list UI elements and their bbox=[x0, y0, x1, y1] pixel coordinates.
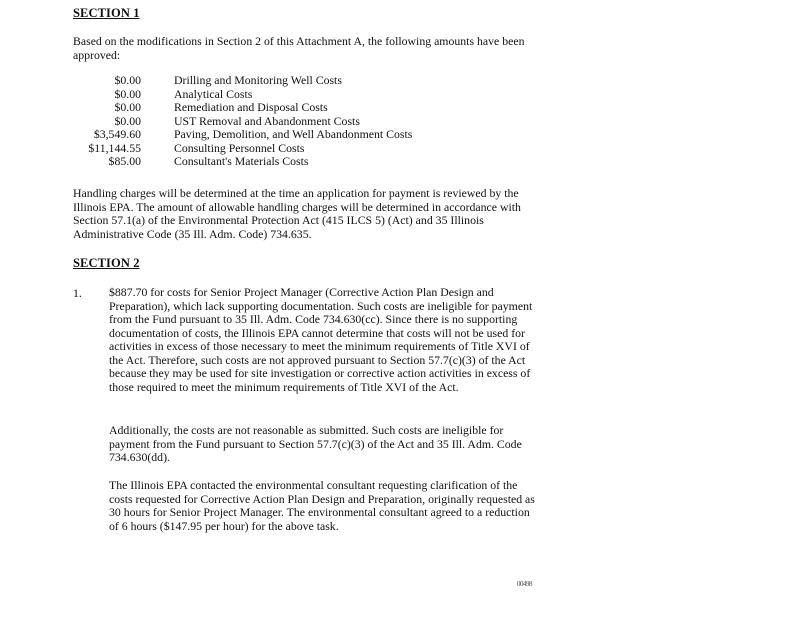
cost-label: UST Removal and Abandonment Costs bbox=[174, 113, 360, 128]
item-1-paragraph-1: $887.70 for costs for Senior Project Manager (Corrective Action Plan Design and Preparation), which lack supporting documentation. Such costs are ineligible for payment from the Fund pursuant to 35 Ill. Adm. Code 734.630(cc). Since there is no supporting documentation of costs, the Illinois EPA cannot determine that costs will not be used for activities in excess of those necessary to meet the minimum requirements of Title XVI of the Act. Therefore, such costs are not approved pursuant to Section 57.7(c)(3) of the Act because they may be used for site investigation or corrective action activities in excess of those required to meet the minimum requirements of Title XVI of the Act. bbox=[109, 285, 533, 394]
cost-row bbox=[73, 101, 493, 115]
cost-label: Consulting Personnel Costs bbox=[174, 140, 305, 155]
cost-amount: $0.00 bbox=[114, 113, 141, 128]
cost-row bbox=[73, 155, 493, 169]
list-item-number: 1. bbox=[73, 286, 82, 300]
section-1-intro: Based on the modifications in Section 2 of this Attachment A, the following amounts have been approved: bbox=[73, 34, 525, 62]
page-mark: 00498 bbox=[517, 580, 532, 588]
cost-label: Drilling and Monitoring Well Costs bbox=[174, 73, 342, 87]
item-1-paragraph-2: Additionally, the costs are not reasonable as submitted. Such costs are ineligible for payment from the Fund pursuant to Section 57.7(c)(3) of the Act and 35 Ill. Adm. Code 734.630(dd). bbox=[109, 423, 522, 464]
cost-amount: $85.00 bbox=[108, 154, 141, 168]
cost-row bbox=[73, 128, 493, 142]
cost-row bbox=[73, 74, 493, 88]
item-1-paragraph-3: The Illinois EPA contacted the environmental consultant requesting clarification of the costs requested for Corrective Action Plan Design and Preparation, originally requested as 30 hours for Senior Project Manager. The environmental consultant agreed to a reduction of 6 hours ($147.95 per hour) for the above task. bbox=[109, 478, 535, 533]
cost-label: Remediation and Disposal Costs bbox=[174, 100, 328, 114]
cost-label: Consultant's Materials Costs bbox=[174, 154, 309, 168]
approved-costs-table bbox=[73, 74, 493, 169]
handling-charges-paragraph: Handling charges will be determined at the time an application for payment is reviewed by the Illinois EPA. The amount of allowable handling charges will be determined in accordance with Section 57.1(a) of the Environmental Protection Act (415 ILCS 5) (Act) and 35 Illinois Administrative Code (35 Ill. Adm. Code) 734.635. bbox=[73, 186, 521, 241]
cost-amount: $0.00 bbox=[114, 100, 141, 114]
cost-amount: $3,549.60 bbox=[93, 127, 141, 141]
cost-label: Paving, Demolition, and Well Abandonment Costs bbox=[174, 127, 413, 141]
cost-row bbox=[73, 115, 493, 129]
cost-amount: $0.00 bbox=[114, 73, 141, 87]
cost-row bbox=[73, 142, 493, 156]
section-2-heading: SECTION 2 bbox=[73, 256, 140, 270]
cost-row bbox=[73, 88, 493, 102]
cost-label: Analytical Costs bbox=[174, 86, 253, 101]
section-1-heading: SECTION 1 bbox=[73, 6, 140, 20]
cost-amount: $0.00 bbox=[114, 86, 141, 101]
cost-amount: $11,144.55 bbox=[88, 140, 141, 155]
